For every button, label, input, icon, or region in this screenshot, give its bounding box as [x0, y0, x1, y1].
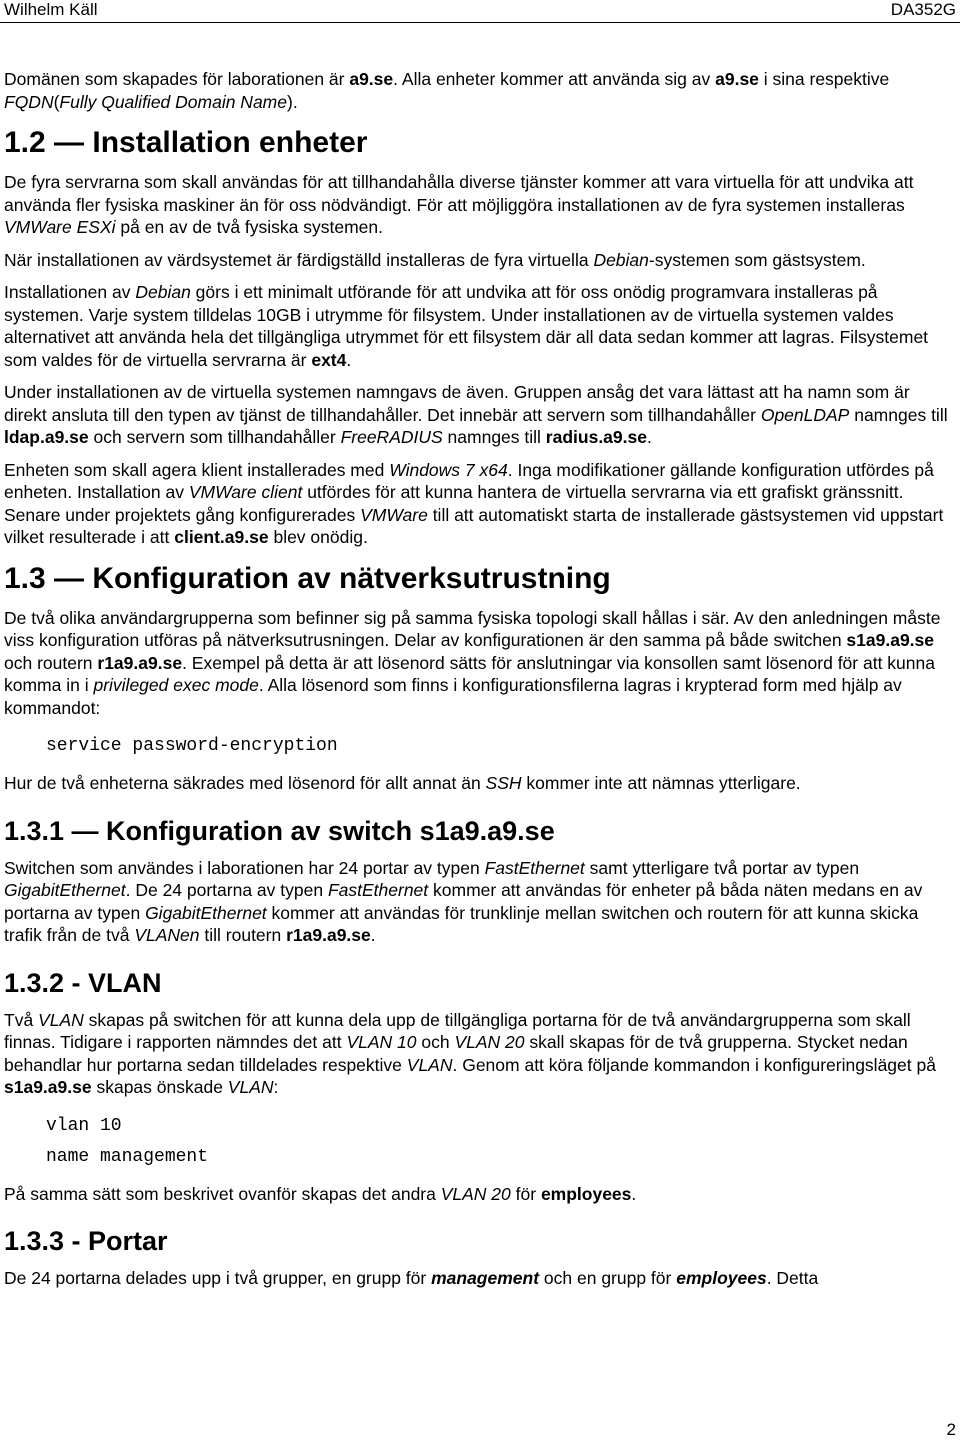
paragraph-servers: De fyra servrarna som skall användas för att tillhandahålla diverse tjänster kommer att vara virtuella för att undvika att använda fler fysiska maskiner än för oss nödvändigt. För att möjliggöra installationen av de fyra systemen installeras VMWare ESXi på en av de två fysiska systemen. [4, 172, 914, 237]
paragraph-ssh: Hur de två enheterna säkrades med lösenord för allt annat än SSH kommer inte att nämnas ytterligare. [4, 773, 801, 793]
header-author: Wilhelm Käll [4, 0, 98, 19]
paragraph-switch: Switchen som användes i laborationen har 24 portar av typen FastEthernet samt ytterligare två portar av typen GigabitEthernet. De 24 portarna av typen FastEthernet kommer att användas för enheter på båda näten medans en av portarna av typen GigabitEthernet kommer att användas för trunklinje mellan switchen och routern för att kunna skicka trafik från de två VLANen till routern r1a9.a9.se. [4, 857, 923, 945]
heading-1-3-1: 1.3.1 — Konfiguration av switch s1a9.a9.se [4, 815, 555, 846]
paragraph-vlan-20: På samma sätt som beskrivet ovanför skapas det andra VLAN 20 för employees. [4, 1183, 637, 1204]
paragraph-host-system: När installationen av värdsystemet är färdigställd installeras de fyra virtuella Debian-systemen som gästsystem. [4, 249, 866, 270]
paragraph-domain: Domänen som skapades för laborationen är a9.se. Alla enheter kommer att använda sig av a9.se i sina respektive FQDN(Fully Qualified Domain Name). [4, 69, 890, 112]
paragraph-vlan: Två VLAN skapas på switchen för att kunna dela upp de tillgängliga portarna för de två användargrupperna som skall finnas. Tidigare i rapporten nämndes det att VLAN 10 och VLAN 20 skall skapas för de två grupperna. Stycket nedan behandlar hur portarna sedan tilldelades respektive VLAN. Genom att köra följande kommandon i konfigureringsläget på s1a9.a9.se skapas önskade VLAN: [4, 1009, 936, 1097]
paragraph-naming: Under installationen av de virtuella systemen namngavs de även. Gruppen ansåg det vara lättast att ha namn som är direkt ansluta till den typen av tjänst de tillhandahåller. Det innebär att servern som tillhandahåller OpenLDAP namnges till ldap.a9.se och servern som tillhandahåller FreeRADIUS namnges till radius.a9.se. [4, 382, 948, 447]
heading-1-3-2: 1.3.2 - VLAN [4, 967, 162, 998]
paragraph-debian-install: Installationen av Debian görs i ett minimalt utförande för att undvika att för oss onödig programvara installeras på systemen. Varje system tilldelas 10GB i utrymme för filsystem. Under installationen av de virtuella systemen valdes alternativet att använda hela det tillgängliga utrymmet för ett filsystem där all data sedan kommer att lagras. Filsystemet som valdes för de virtuella servrarna är ext4. [4, 282, 929, 370]
heading-1-3: 1.3 — Konfiguration av nätverksutrustning [4, 561, 611, 595]
paragraph-user-groups: De två olika användargrupperna som befinner sig på samma fysiska topologi skall hållas i sär. Av den anledningen måste viss konfiguration utföras på nätverksutrusningen. Delar av konfigurationen är den samma på både switchen s1a9.a9.se och routern r1a9.a9.se. Exempel på detta är att lösenord sätts för anslutningar via konsollen samt lösenord för att kunna komma in i privileged exec mode. Alla lösenord som finns i konfigurationsfilerna lagras i krypterad form med hjälp av kommandot: [4, 607, 941, 718]
heading-1-3-3: 1.3.3 - Portar [4, 1226, 168, 1256]
code-vlan-10: vlan 10 name management [46, 1115, 209, 1167]
paragraph-client: Enheten som skall agera klient installerades med Windows 7 x64. Inga modifikationer gällande konfiguration utfördes på enheten. Installation av VMWare client utfördes för att kunna hantera de virtuella servrarna via ett grafiskt gränssnitt. Senare under projektets gång konfigurerades VMWare till att automatiskt starta de installerade gästsystemen vid uppstart vilket resulterade i att client.a9.se blev onödig. [4, 459, 944, 547]
header-course-code: DA352G [890, 0, 956, 19]
page-number: 2 [946, 1420, 956, 1439]
paragraph-ports: De 24 portarna delades upp i två grupper, en grupp för management och en grupp för employees. Detta [4, 1268, 819, 1288]
code-password-encryption: service password-encryption [46, 736, 338, 756]
page-header [0, 0, 960, 23]
document-body [4, 68, 954, 1300]
heading-1-2: 1.2 — Installation enheter [4, 126, 368, 159]
